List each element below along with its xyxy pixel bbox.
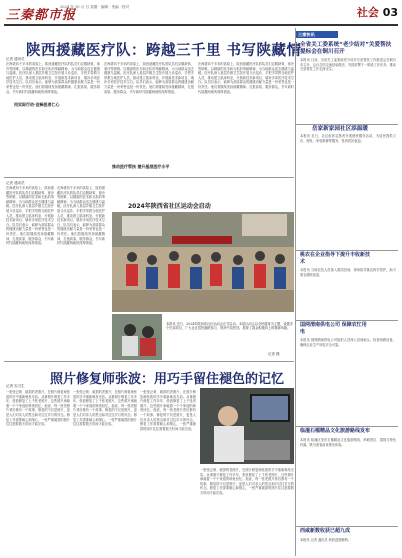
restorer-photo-image — [200, 388, 294, 464]
sidebar-item6-body: 本报讯 记者 通讯员 秋收进展顺利。 — [300, 538, 351, 542]
left-lower-col2: 在海拔四千多米的高原上，陕西援藏医疗队的队员们克服缺氧、寒冷等困难，以精湛的医术和无私的奉献精神，为当地群众送去健康与温暖。医疗队深入基层乡镇卫生院开展义诊巡诊，手把手带教当地医护人员，推动建立临床科室，开展新技术新项目，填补多项医疗技术空白。队员们表示，能够为高原群众的健康贡献力量是一份荣誉也是一份责任。他们将继续发扬援藏精神，扎根高原，服务群众，书写新时代陕藏两地的深厚情谊。 — [57, 186, 105, 246]
section-number: 03 — [382, 6, 398, 19]
sidebar-tag: 三秦快讯 — [296, 31, 338, 38]
sidebar-item5-body: 本报讯 临潼区发布石榴精品文化旅游路线，串联景区、果园与特色村落，吸引游客前来观光体验。 — [300, 438, 396, 447]
story2-col4: 一张张泛黄、破损的老照片，在照片修复师张波的手中重新焕发光彩。从事照片修复工作多年，张波修复了上千张老照片，这些照片承载着一个个家庭的珍贵回忆。他说，每一张老照片背后都有一个故事，修复的不仅是照片，更是人们对亲人的思念和对过往岁月的怀念。修复工作需要耐心和细心，一张严重破损的照片往往需要数天时间才能完成。 — [200, 468, 294, 495]
crowd-photo — [112, 212, 294, 312]
page-header — [0, 0, 402, 26]
small-photo — [112, 314, 162, 360]
story1-col1: 在海拔四千多米的高原上，陕西援藏医疗队的队员们克服缺氧、寒冷等困难，以精湛的医术和无私的奉献精神，为当地群众送去健康与温暖。医疗队深入基层乡镇卫生院开展义诊巡诊，手把手带教当地医护人员，推动建立临床科室，开展新技术新项目，填补多项医疗技术空白。队员们表示，能够为高原群众的健康贡献力量是一份荣誉也是一份责任。他们将继续发扬援藏精神，扎根高原，服务群众，书写新时代陕藏两地的深厚情谊。 — [6, 62, 100, 94]
photo1-credit: 记者 摄 — [268, 352, 280, 356]
sidebar-item1-title: 全省关工委系统“老少结对”关爱帮扶提标会在铜川召开 — [300, 42, 392, 55]
crowd-photo-image — [112, 212, 294, 312]
photo1-caption: 本报讯 近日，2024年陕西省社区运动会正式启动。本届运动会以全民健身为主题，设置多个比赛项目，广大社区居民踊跃参与，现场气氛热烈，展现了群众积极向上的精神风貌。 — [166, 322, 294, 331]
masthead: 三秦都市报 — [6, 8, 77, 23]
section-name: 社会 — [356, 6, 379, 19]
left-lower-col1: 在海拔四千多米的高原上，陕西援藏医疗队的队员们克服缺氧、寒冷等困难，以精湛的医术和无私的奉献精神，为当地群众送去健康与温暖。医疗队深入基层乡镇卫生院开展义诊巡诊，手把手带教当地医护人员，推动建立临床科室，开展新技术新项目，填补多项医疗技术空白。队员们表示，能够为高原群众的健康贡献力量是一份荣誉也是一份责任。他们将继续发扬援藏精神，扎根高原，服务群众，书写新时代陕藏两地的深厚情谊。 — [6, 186, 54, 246]
sidebar-item4-title: 国网渭南供电公司 保障农忙用电 — [300, 322, 367, 335]
story1-col2: 在海拔四千多米的高原上，陕西援藏医疗队的队员们克服缺氧、寒冷等困难，以精湛的医术和无私的奉献精神，为当地群众送去健康与温暖。医疗队深入基层乡镇卫生院开展义诊巡诊，手把手带教当地医护人员，推动建立临床科室，开展新技术新项目，填补多项医疗技术空白。队员们表示，能够为高原群众的健康贡献力量是一份荣誉也是一份责任。他们将继续发扬援藏精神，扎根高原，服务群众，书写新时代陕藏两地的深厚情谊。 — [104, 62, 194, 94]
sidebar-item3-body: 本报讯 当地农技人员深入果园田间，现场指导桃农科学管护，助力果农增收致富。 — [300, 268, 396, 277]
sidebar-item3-title: 桃农在企业指导下提升丰收新技术 — [300, 252, 371, 265]
story1-col3: 在海拔四千多米的高原上，陕西援藏医疗队的队员们克服缺氧、寒冷等困难，以精湛的医术和无私的奉献精神，为当地群众送去健康与温暖。医疗队深入基层乡镇卫生院开展义诊巡诊，手把手带教当地医护人员，推动建立临床科室，开展新技术新项目，填补多项医疗技术空白。队员们表示，能够为高原群众的健康贡献力量是一份荣誉也是一份责任。他们将继续发扬援藏精神，扎根高原，服务群众，书写新时代陕藏两地的深厚情谊。 — [198, 62, 294, 94]
sidebar-item1-body: 本报讯 日前，全省关工委系统老少结对关爱帮扶工作推进会在铜川市召开，会议总结交流经验做法，安排部署下一阶段工作任务，推动关爱帮扶工作走深走实。 — [300, 58, 396, 72]
sidebar-sep4 — [296, 426, 398, 427]
story2-byline: 记者 实习生 — [6, 384, 25, 388]
story2-col3: 一张张泛黄、破损的老照片，在照片修复师张波的手中重新焕发光彩。从事照片修复工作多年，张波修复了上千张老照片，这些照片承载着一个个家庭的珍贵回忆。他说，每一张老照片背后都有一个故事，修复的不仅是照片，更是人们对亲人的思念和对过往岁月的怀念。修复工作需要耐心和细心，一张严重破损的照片往往需要数天时间才能完成。 — [140, 390, 196, 431]
story1-subhead2: 推动医疗帮扶 提升基层医疗水平 — [112, 164, 170, 169]
sidebar-item2-body: 本报讯 近日，社区组织志愿者开展便民服务活动，为居民提供义诊、理发、家电维修等服务，受到居民欢迎。 — [300, 134, 396, 143]
sidebar-item2-title: 岳家新家园社区添温暖 — [312, 126, 368, 132]
sidebar-sep2 — [296, 250, 398, 251]
small-photo-image — [112, 314, 162, 360]
sidebar-divider — [295, 28, 296, 556]
story2-divider — [4, 361, 294, 362]
section-label — [357, 4, 398, 20]
story1-subhead1: 用实际行动·诠释医者仁心 — [14, 102, 60, 107]
photo1-label: 2024年陕西省社区运动会启动 — [128, 203, 211, 210]
story2-col2: 一张张泛黄、破损的老照片，在照片修复师张波的手中重新焕发光彩。从事照片修复工作多年，张波修复了上千张老照片，这些照片承载着一个个家庭的珍贵回忆。他说，每一张老照片背后都有一个故事，修复的不仅是照片，更是人们对亲人的思念和对过往岁月的怀念。修复工作需要耐心和细心，一张严重破损的照片往往需要数天时间才能完成。 — [73, 390, 137, 427]
story2-col1: 一张张泛黄、破损的老照片，在照片修复师张波的手中重新焕发光彩。从事照片修复工作多年，张波修复了上千张老照片，这些照片承载着一个个家庭的珍贵回忆。他说，每一张老照片背后都有一个故事，修复的不仅是照片，更是人们对亲人的思念和对过往岁月的怀念。修复工作需要耐心和细心，一张严重破损的照片往往需要数天时间才能完成。 — [6, 390, 70, 427]
sidebar-item5-title: 临潼石榴精品文化旅游路线发布 — [300, 428, 371, 434]
sidebar-sep3 — [296, 320, 398, 321]
sidebar-item4-body: 本报讯 国网渭南供电公司组织人员深入田间地头，检查线路设备，确保农业生产用电安全可靠。 — [300, 338, 396, 347]
sidebar-sep5 — [296, 526, 398, 527]
sidebar-sep1 — [296, 124, 398, 125]
header-rule — [4, 24, 398, 26]
story1-divider — [4, 177, 294, 178]
sidebar-item6-title: 西咸新数收获已超九成 — [300, 528, 351, 534]
story2-headline: 照片修复师张波：用巧手留住褪色的记忆 — [50, 372, 285, 387]
story1-byline: 记者 通讯员 — [6, 57, 25, 61]
story1-headline: 陕西援藏医疗队：跨越三千里 书写陕藏情 — [26, 43, 302, 59]
left-lower-byline: 记者 通讯员 — [6, 181, 25, 185]
restorer-photo — [200, 388, 294, 464]
issue-meta: 2024 年 10 月 日 星期 · 编辑 · 美编 · 校对 — [60, 5, 130, 9]
